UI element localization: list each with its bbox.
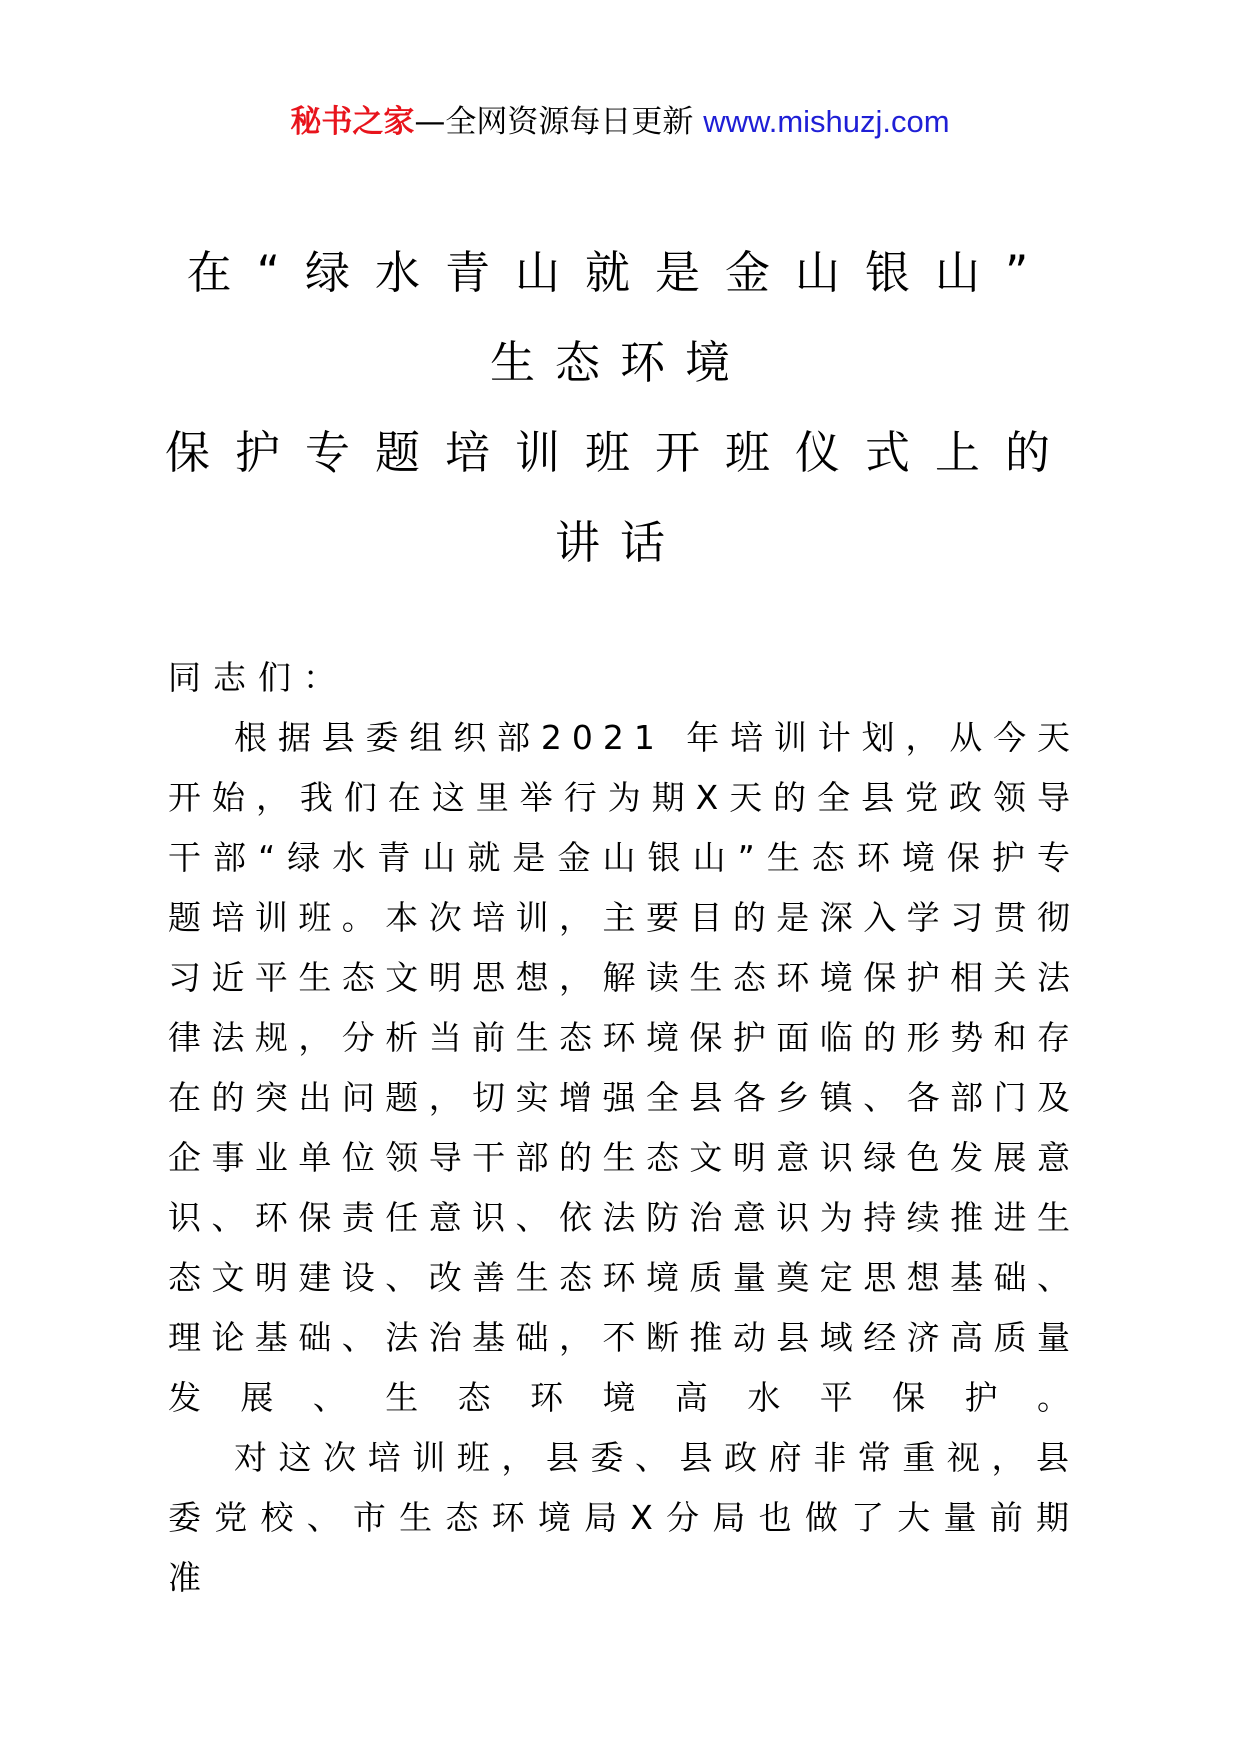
site-brand: 秘书之家 [290, 104, 415, 140]
site-url-link[interactable]: www.mishuzj.com [703, 104, 950, 139]
site-header [0, 100, 1240, 144]
title-line-2: 生态环境 [489, 336, 750, 389]
site-tagline: —全网资源每日更新 [414, 104, 704, 140]
salutation: 同志们： [168, 658, 348, 697]
title-line-4: 讲话 [554, 516, 685, 569]
document-title [150, 228, 1090, 588]
paragraph-1: 根据县委组织部2021 年培训计划，从今天开始，我们在这里举行为期X天的全县党政领导干部“绿水青山就是金山银山”生态环境保护专题培训班。本次培训，主要目的是深入学习贯彻习近平生态文明思想，解读生态环境保护相关法律法规，分析当前生态环境保护面临的形势和存在的突出问题，切实增强全县各乡镇、各部门及企事业单位领导干部的生态文明意识绿色发展意识、环保责任意识、依法防治意识为持续推进生态文明建设、改善生态环境质量奠定思想基础、理论基础、法治基础，不断推动县域经济高质量发展、生态环境高水平保护。 [168, 718, 1080, 1417]
paragraph-2: 对这次培训班，县委、县政府非常重视，县委党校、市生态环境局X分局也做了大量前期准 [168, 1438, 1080, 1597]
document-body [168, 648, 1080, 1608]
title-line-1: 在“绿水青山就是金山银山” [186, 246, 1054, 299]
title-line-3: 保护专题培训班开班仪式上的 [164, 426, 1075, 479]
